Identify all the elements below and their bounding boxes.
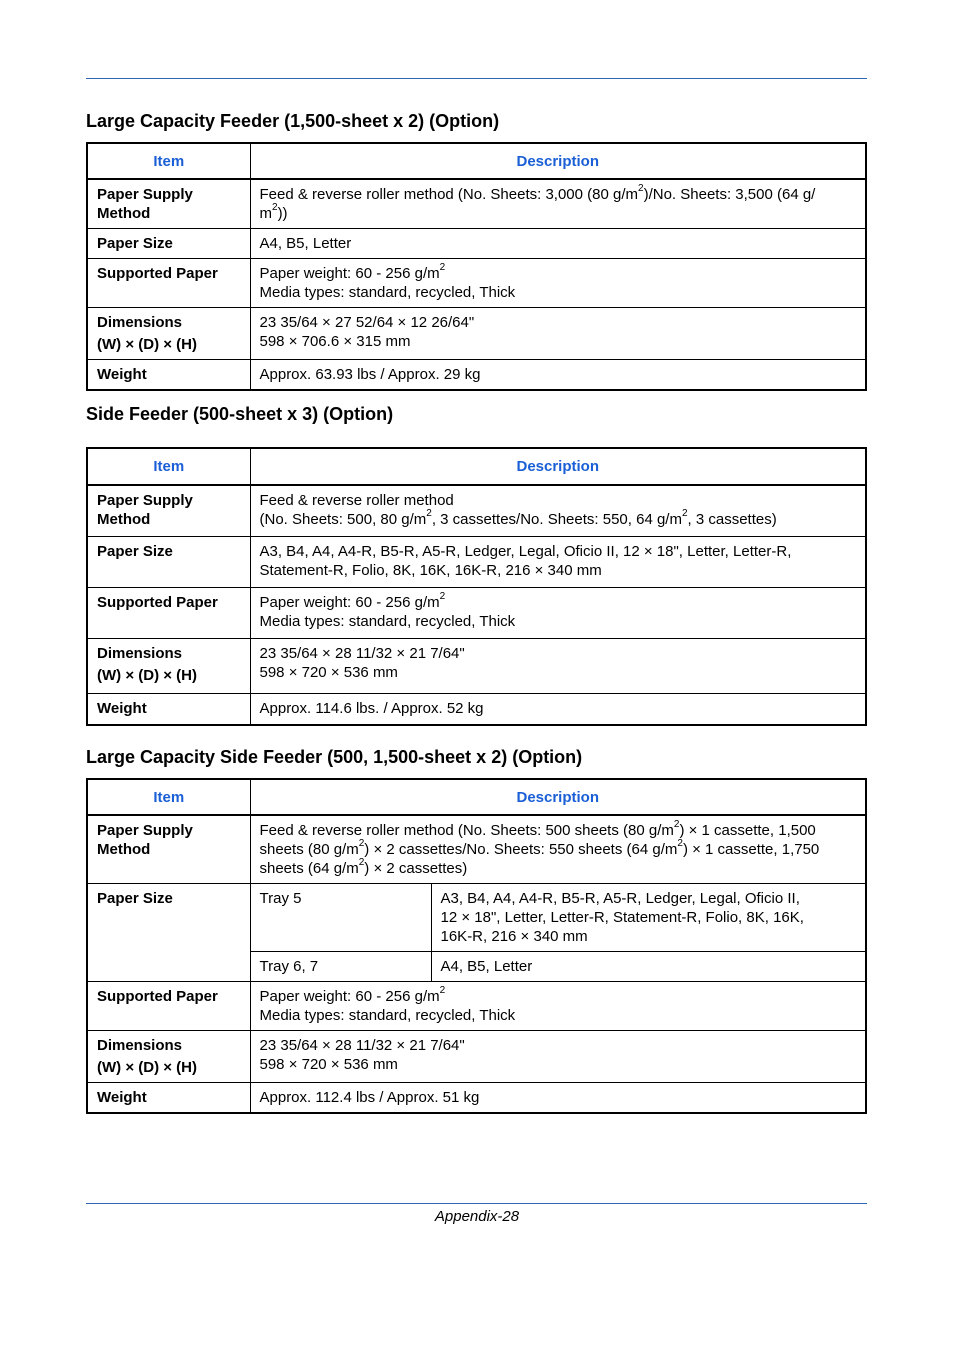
row-label-paper-size: Paper Size bbox=[87, 884, 250, 982]
paper-size-value: A3, B4, A4, A4-R, B5-R, A5-R, Ledger, Legal, Oficio II, 12 × 18", Letter, Letter-R, Statement-R, Folio, 8K, 16K, 16K-R, 216 × 340 mm bbox=[250, 536, 866, 587]
header-rule bbox=[86, 78, 867, 79]
weight-value: Approx. 112.4 lbs / Approx. 51 kg bbox=[250, 1083, 866, 1114]
row-label-dimensions: Dimensions (W) × (D) × (H) bbox=[87, 638, 250, 693]
paper-size-value: A4, B5, Letter bbox=[250, 229, 866, 259]
footer-rule bbox=[86, 1203, 867, 1204]
tray-6-7-value: A4, B5, Letter bbox=[431, 952, 866, 982]
table-row bbox=[87, 693, 866, 725]
table-header-row bbox=[87, 779, 866, 815]
description-header: Description bbox=[250, 448, 866, 485]
table-row bbox=[87, 229, 866, 259]
table-row bbox=[87, 884, 866, 952]
row-label-paper-supply: Paper Supply Method bbox=[87, 815, 250, 884]
table-row bbox=[87, 638, 866, 693]
supported-paper-value: Paper weight: 60 - 256 $g/m^2$ Media types: standard, recycled, Thick bbox=[250, 982, 866, 1031]
row-label-dimensions: Dimensions (W) × (D) × (H) bbox=[87, 1031, 250, 1083]
row-label-weight: Weight bbox=[87, 1083, 250, 1114]
table-row bbox=[87, 815, 866, 884]
item-header: Item bbox=[87, 448, 250, 485]
table-row bbox=[87, 485, 866, 536]
table-row bbox=[87, 1083, 866, 1114]
row-label-paper-supply: Paper Supply Method bbox=[87, 179, 250, 229]
dimensions-value: 23 35/64 × 27 52/64 × 12 26/64" 598 × 706.6 × 315 mm bbox=[250, 308, 866, 360]
row-label-supported-paper: Supported Paper bbox=[87, 259, 250, 308]
spec-table-large-capacity-side-feeder bbox=[86, 778, 867, 1114]
table-row bbox=[87, 308, 866, 360]
table-header-row bbox=[87, 143, 866, 179]
dimensions-value: 23 35/64 × 28 11/32 × 21 7/64" 598 × 720 × 536 mm bbox=[250, 1031, 866, 1083]
row-label-supported-paper: Supported Paper bbox=[87, 982, 250, 1031]
weight-value: Approx. 114.6 lbs. / Approx. 52 kg bbox=[250, 693, 866, 725]
row-label-supported-paper: Supported Paper bbox=[87, 587, 250, 638]
item-header: Item bbox=[87, 143, 250, 179]
paper-supply-value: Feed & reverse roller method (No. Sheets: 500, 80 $g/m^2$, 3 cassettes/No. Sheets: 550, 64 $g/m^2$, 3 cassettes) bbox=[250, 485, 866, 536]
spec-table-side-feeder bbox=[86, 447, 867, 726]
item-header: Item bbox=[87, 779, 250, 815]
row-label-paper-size: Paper Size bbox=[87, 229, 250, 259]
spec-table-large-capacity-feeder bbox=[86, 142, 867, 391]
description-header: Description bbox=[250, 143, 866, 179]
table-row bbox=[87, 360, 866, 391]
tray-6-7-label: Tray 6, 7 bbox=[250, 952, 431, 982]
table-row bbox=[87, 982, 866, 1031]
paper-supply-value: Feed & reverse roller method (No. Sheets: 3,000 (80 $g/m^2)/No$. Sheets: 3,500 (64 g/ $m^2$)) bbox=[250, 179, 866, 229]
supported-paper-value: Paper weight: 60 - 256 $g/m^2$ Media types: standard, recycled, Thick bbox=[250, 259, 866, 308]
dimensions-value: 23 35/64 × 28 11/32 × 21 7/64" 598 × 720 × 536 mm bbox=[250, 638, 866, 693]
table-row bbox=[87, 536, 866, 587]
supported-paper-value: Paper weight: 60 - 256 $g/m^2$ Media types: standard, recycled, Thick bbox=[250, 587, 866, 638]
table-row bbox=[87, 259, 866, 308]
paper-supply-value: Feed & reverse roller method (No. Sheets: 500 sheets (80 $g/m^2) \times 1$ cassette, 1,500 sheets (80 $g/m^2) \times 2$ cassettes/No. Sheets: 550 sheets (64 $g/m^2) \times 1$ cassette, 1,750 sheets (64 $g/m^2) \times 2$ cassettes) bbox=[250, 815, 866, 884]
row-label-weight: Weight bbox=[87, 693, 250, 725]
row-label-paper-size: Paper Size bbox=[87, 536, 250, 587]
weight-value: Approx. 63.93 lbs / Approx. 29 kg bbox=[250, 360, 866, 391]
description-header: Description bbox=[250, 779, 866, 815]
table-row bbox=[87, 587, 866, 638]
section-title-side-feeder: Side Feeder (500-sheet x 3) (Option) bbox=[86, 404, 394, 424]
page-number: Appendix-28 bbox=[434, 1208, 520, 1225]
row-label-weight: Weight bbox=[87, 360, 250, 391]
section-title-large-capacity-side-feeder: Large Capacity Side Feeder (500, 1,500-sheet x 2) (Option) bbox=[86, 747, 583, 767]
table-row bbox=[87, 179, 866, 229]
table-header-row bbox=[87, 448, 866, 485]
row-label-paper-supply: Paper Supply Method bbox=[87, 485, 250, 536]
section-title-large-capacity-feeder: Large Capacity Feeder (1,500-sheet x 2) (Option) bbox=[86, 111, 500, 131]
tray-5-value: A3, B4, A4, A4-R, B5-R, A5-R, Ledger, Legal, Oficio II, 12 × 18", Letter, Letter-R, Statement-R, Folio, 8K, 16K, 16K-R, 216 × 340 mm bbox=[431, 884, 866, 952]
row-label-dimensions: Dimensions (W) × (D) × (H) bbox=[87, 308, 250, 360]
tray-5-label: Tray 5 bbox=[250, 884, 431, 952]
table-row bbox=[87, 1031, 866, 1083]
